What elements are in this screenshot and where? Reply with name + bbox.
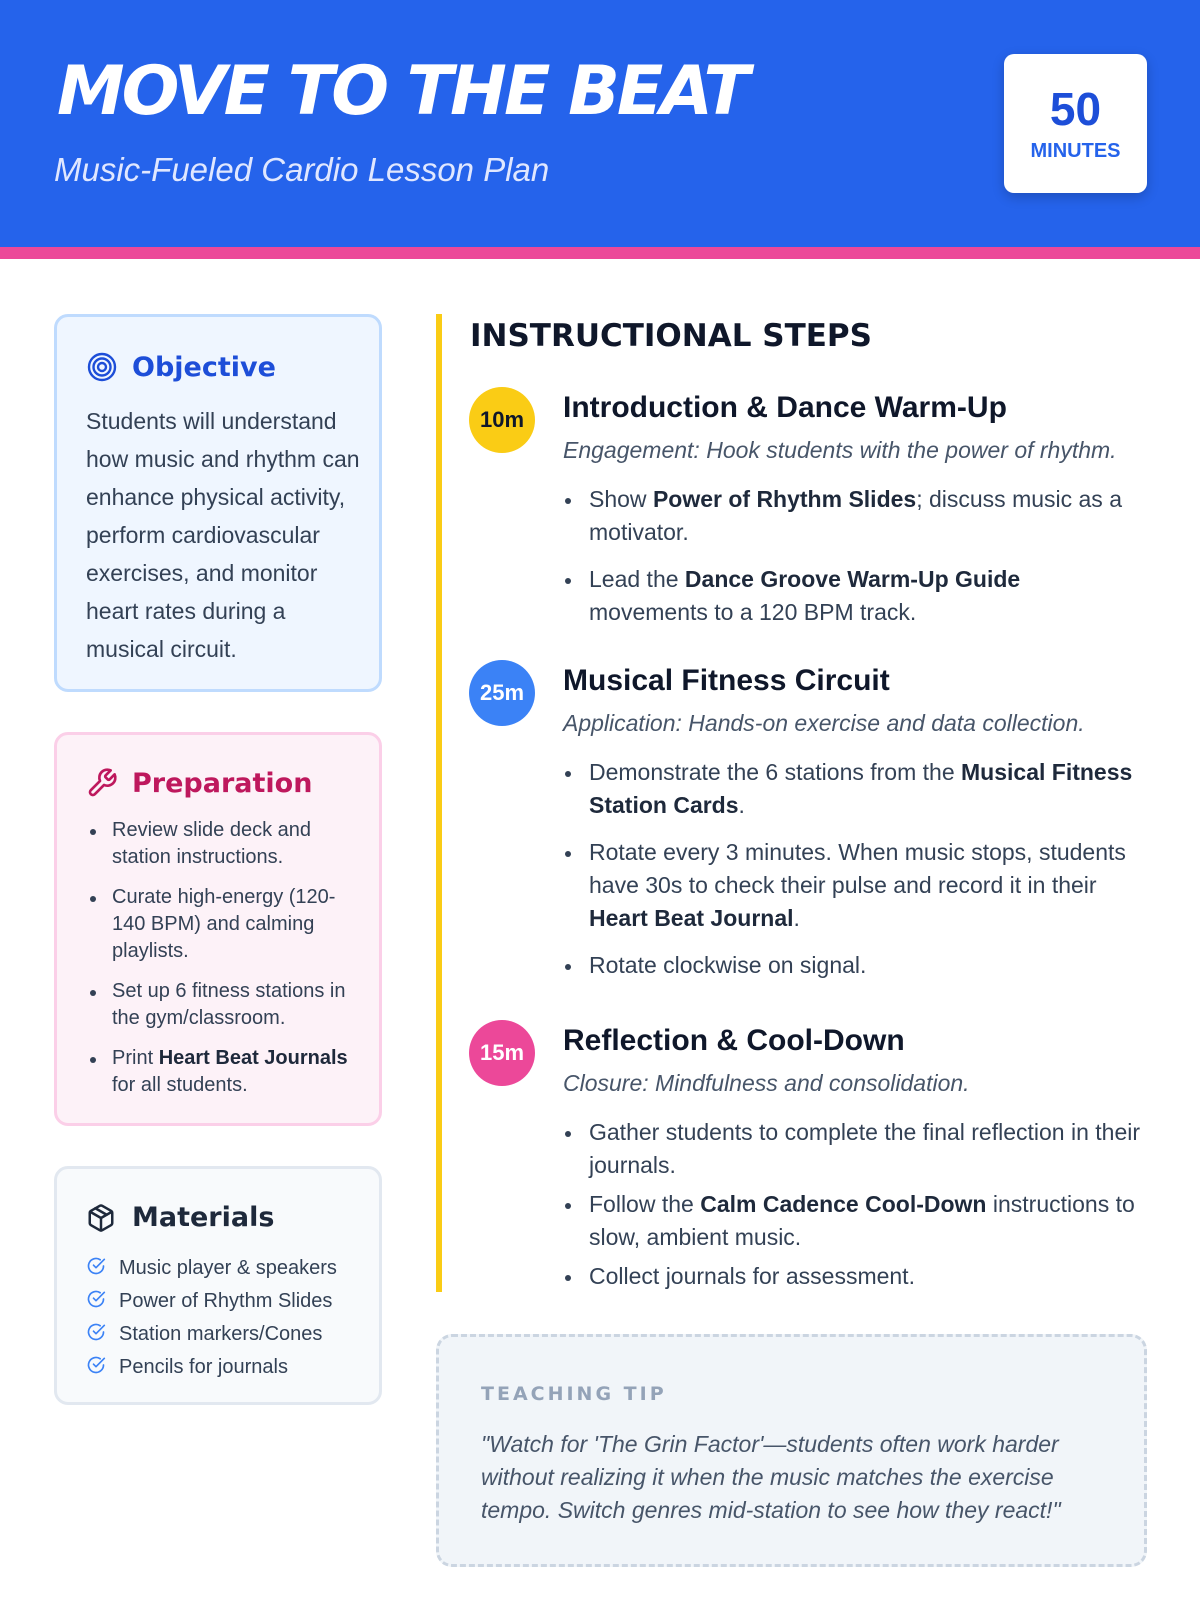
objective-text: Students will understand how music and rhythm can enhance physical activity, perform cardiovascular exercises, and monitor heart rates during a musical circuit.: [86, 408, 360, 662]
preparation-header: [86, 767, 312, 799]
duration-unit: MINUTES: [1030, 140, 1121, 162]
check-circle-icon: [86, 1289, 106, 1315]
step-subtitle: Application: Hands-on exercise and data collection.: [563, 710, 1085, 736]
step-introduction: [469, 387, 1149, 627]
item-bold-text: Musical Fitness Station Cards: [589, 759, 1133, 818]
step-bullets: [563, 756, 1143, 996]
step-subtitle: Engagement: Hook students with the power of rhythm.: [563, 437, 1117, 463]
item-text: Rotate every 3 minutes. When music stops, students have 30s to check their pulse and record it in their: [589, 839, 1126, 898]
page-subtitle: Music-Fueled Cardio Lesson Plan: [54, 151, 550, 188]
list-item: Curate high-energy (120-140 BPM) and calming playlists.: [86, 884, 366, 965]
list-item: [563, 1116, 1143, 1182]
item-bold-text: Heart Beat Journals: [158, 1047, 348, 1069]
objective-card: [54, 314, 382, 692]
item-text: Gather students to complete the final reflection in their journals.: [589, 1119, 1141, 1178]
list-item: Review slide deck and station instructions.: [86, 817, 366, 871]
item-text: Print: [112, 1047, 159, 1069]
list-item: [563, 1260, 1143, 1293]
step-subtitle: Closure: Mindfulness and consolidation.: [563, 1070, 970, 1096]
item-text: ; discuss music as a motivator.: [589, 486, 1122, 545]
list-item: [86, 1351, 337, 1384]
material-label: Power of Rhythm Slides: [119, 1290, 333, 1312]
list-item: [563, 1188, 1143, 1254]
header-banner: [0, 0, 1200, 247]
box-icon: [86, 1203, 116, 1233]
step-title: Introduction & Dance Warm-Up: [563, 391, 1007, 424]
check-circle-icon: [86, 1355, 106, 1381]
item-text: .: [738, 792, 745, 818]
list-item: [86, 1318, 337, 1351]
list-item: [86, 1252, 337, 1285]
materials-card: [54, 1166, 382, 1405]
preparation-title: Preparation: [132, 767, 313, 799]
wrench-icon: [86, 767, 118, 799]
list-item: [563, 483, 1143, 549]
objective-title: Objective: [132, 351, 276, 383]
list-item: [563, 949, 1143, 982]
step-title: Musical Fitness Circuit: [563, 664, 890, 697]
header-accent-stripe: [0, 247, 1200, 259]
steps-heading: INSTRUCTIONAL STEPS: [470, 318, 872, 354]
item-text: Show: [589, 486, 653, 512]
teaching-tip-box: [436, 1334, 1147, 1567]
teaching-tip-label: TEACHING TIP: [481, 1383, 667, 1405]
item-bold-text: Heart Beat Journal: [589, 905, 794, 931]
materials-header: [86, 1202, 274, 1233]
material-label: Pencils for journals: [119, 1356, 288, 1378]
duration-badge: [1004, 54, 1147, 193]
step-bullets: [563, 483, 1143, 643]
step-time-badge: 10m: [469, 387, 535, 453]
item-text: for all students.: [112, 1074, 248, 1096]
item-text: Lead the: [589, 566, 685, 592]
page-title: MOVE TO THE BEAT: [57, 52, 747, 131]
list-item: [563, 836, 1143, 935]
list-item: [86, 1045, 366, 1099]
material-label: Station markers/Cones: [119, 1323, 323, 1345]
material-label: Music player & speakers: [119, 1257, 337, 1279]
materials-list: [86, 1252, 337, 1384]
list-item: [563, 563, 1143, 629]
item-text: instructions to slow, ambient music.: [589, 1191, 1135, 1250]
list-item: Set up 6 fitness stations in the gym/classroom.: [86, 978, 366, 1032]
objective-header: [86, 351, 276, 383]
duration-value: 50: [1049, 83, 1102, 135]
item-bold-text: Calm Cadence Cool-Down: [700, 1191, 987, 1217]
check-circle-icon: [86, 1322, 106, 1348]
item-bold-text: Dance Groove Warm-Up Guide: [684, 566, 1021, 592]
item-text: Collect journals for assessment.: [589, 1263, 915, 1289]
preparation-card: [54, 732, 382, 1126]
item-text: Demonstrate the 6 stations from the: [589, 759, 962, 785]
step-fitness-circuit: [469, 660, 1149, 980]
list-item: [86, 1285, 337, 1318]
step-bullets: [563, 1116, 1143, 1299]
step-reflection: [469, 1020, 1149, 1300]
step-time-badge: 25m: [469, 660, 535, 726]
list-item: [563, 756, 1143, 822]
target-icon: [86, 351, 118, 383]
timeline-bar: [436, 314, 442, 1292]
teaching-tip-text: "Watch for 'The Grin Factor'—students often work harder without realizing it when the music matches the exercise tempo. Switch genres mid-station to see how they react!": [481, 1431, 1061, 1523]
item-bold-text: Power of Rhythm Slides: [652, 486, 917, 512]
step-title: Reflection & Cool-Down: [563, 1024, 905, 1057]
item-text: Follow the: [589, 1191, 701, 1217]
item-text: movements to a 120 BPM track.: [589, 599, 917, 625]
item-text: .: [793, 905, 800, 931]
preparation-list: [86, 817, 366, 1112]
materials-title: Materials: [132, 1202, 275, 1233]
step-time-badge: 15m: [469, 1020, 535, 1086]
item-text: Rotate clockwise on signal.: [589, 952, 867, 978]
check-circle-icon: [86, 1256, 106, 1282]
